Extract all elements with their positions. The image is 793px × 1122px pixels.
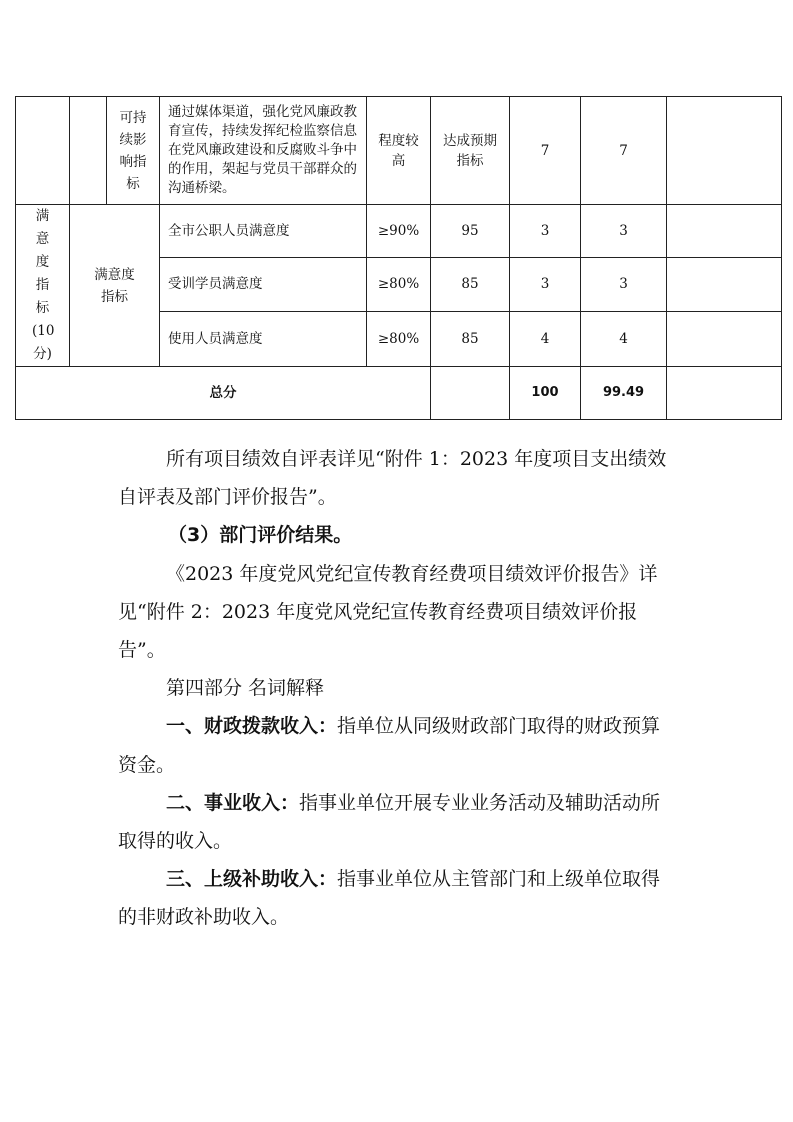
target-cell: ≥80% xyxy=(367,257,431,312)
subsection-heading: （3）部门评价结果。 xyxy=(168,524,353,547)
section-title: 第四部分 名词解释 xyxy=(166,677,325,700)
target-cell: ≥80% xyxy=(367,312,431,367)
paragraph: 《2023 年度党风党纪宣传教育经费项目绩效评价报告》详见“附件 2：2023 年度党风党纪宣传教育经费项目绩效评价报告”。 xyxy=(118,562,658,662)
term-definition xyxy=(0,860,793,936)
actual-cell: 85 xyxy=(431,257,510,312)
note-cell xyxy=(667,97,782,205)
metric-name-cell: 受训学员满意度 xyxy=(160,257,367,312)
table-row xyxy=(16,97,782,205)
note-cell xyxy=(667,312,782,367)
actual-cell: 达成预期指标 xyxy=(431,97,510,205)
body-text xyxy=(0,440,793,937)
weight-cell: 3 xyxy=(510,257,581,312)
score-cell: 3 xyxy=(581,205,667,258)
score-cell: 4 xyxy=(581,312,667,367)
score-cell: 3 xyxy=(581,257,667,312)
score-cell: 7 xyxy=(581,97,667,205)
total-weight-cell: 100 xyxy=(510,367,581,420)
actual-cell: 95 xyxy=(431,205,510,258)
description-cell: 通过媒体渠道，强化党风廉政教育宣传，持续发挥纪检监察信息在党风廉政建设和反腐败斗争中的作用，架起与党员干部群众的沟通桥梁。 xyxy=(160,97,367,205)
actual-cell: 85 xyxy=(431,312,510,367)
term-label: 三、上级补助收入： xyxy=(166,868,338,891)
note-cell xyxy=(667,205,782,258)
sub-indicator-cell: 可持续影响指标 xyxy=(107,97,160,205)
term-text: 指事业单位从主管部门和上级单位取得的非财政补助收入。 xyxy=(118,868,661,929)
total-actual-cell xyxy=(431,367,510,420)
term-text: 指事业单位开展专业业务活动及辅助活动所取得的收入。 xyxy=(118,791,661,853)
performance-table xyxy=(15,96,782,420)
blank-cell xyxy=(70,97,107,205)
weight-cell: 3 xyxy=(510,205,581,258)
satisfaction-sub-indicator-cell: 满意度指标 xyxy=(70,205,160,367)
weight-cell: 4 xyxy=(510,312,581,367)
term-label: 一、财政拨款收入： xyxy=(166,715,338,738)
total-note-cell xyxy=(667,367,782,420)
target-cell: ≥90% xyxy=(367,205,431,258)
metric-name-cell: 使用人员满意度 xyxy=(160,312,367,367)
table-row xyxy=(16,205,782,258)
note-cell xyxy=(667,257,782,312)
satisfaction-category-cell: 满意度指标(10分) xyxy=(16,205,70,367)
weight-cell: 7 xyxy=(510,97,581,205)
paragraph: 所有项目绩效自评表详见“附件 1：2023 年度项目支出绩效自评表及部门评价报告”。 xyxy=(118,448,667,509)
total-score-cell: 99.49 xyxy=(581,367,667,420)
total-label: 总分 xyxy=(16,367,431,420)
category-cell xyxy=(16,97,70,205)
term-definition xyxy=(0,784,793,860)
term-label: 二、事业收入： xyxy=(166,791,300,814)
target-cell: 程度较高 xyxy=(367,97,431,205)
term-text: 指单位从同级财政部门取得的财政预算资金。 xyxy=(118,715,661,776)
metric-name-cell: 全市公职人员满意度 xyxy=(160,205,367,258)
term-definition xyxy=(0,707,793,783)
total-row xyxy=(16,367,782,420)
